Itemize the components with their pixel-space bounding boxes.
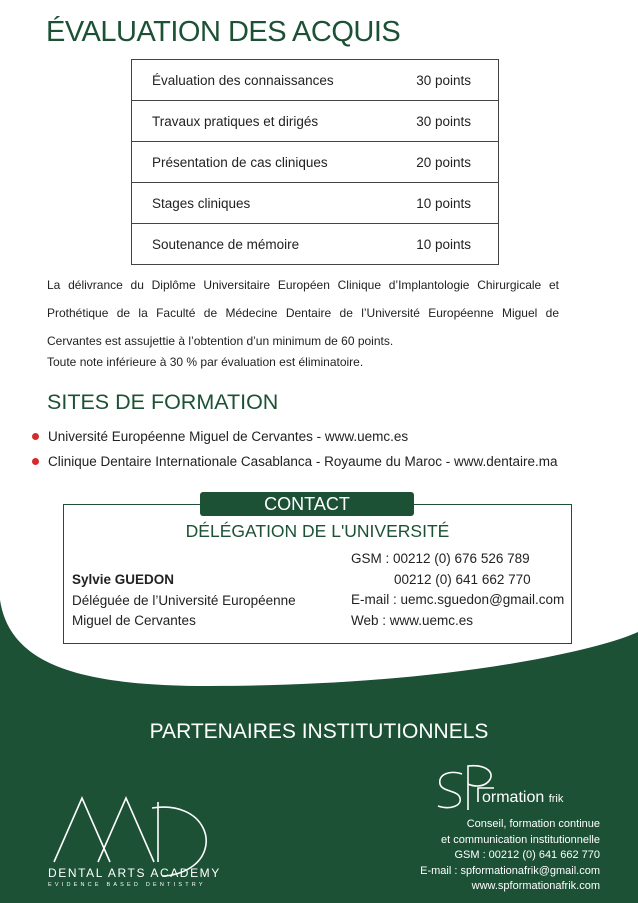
table-row	[132, 183, 499, 224]
spf-line[interactable]: E-mail : spformationafrik@gmail.com	[420, 864, 600, 877]
partners-title: PARTENAIRES INSTITUTIONNELS	[149, 720, 489, 743]
aad-tagline: EVIDENCE BASED DENTISTRY	[48, 882, 206, 888]
criterion-points: 30 points	[392, 101, 499, 142]
sites-list	[32, 424, 558, 474]
spf-line: Conseil, formation continue	[466, 818, 600, 830]
spf-line[interactable]: www.spformationafrik.com	[471, 880, 600, 892]
criterion-points: 10 points	[392, 183, 499, 224]
site-label: Clinique Dentaire Internationale Casablanca - Royaume du Maroc - www.dentaire.ma	[48, 454, 558, 469]
sp-logo-small: frik	[548, 793, 564, 805]
contact-tab: CONTACT	[200, 492, 414, 516]
elimination-note: Toute note inférieure à 30 % par évaluation est éliminatoire.	[47, 355, 364, 369]
criterion-label: Évaluation des connaissances	[132, 60, 392, 101]
email-line[interactable]: E-mail : uemc.sguedon@gmail.com	[351, 592, 565, 607]
sites-title: SITES DE FORMATION	[47, 390, 279, 414]
evaluation-title: ÉVALUATION DES ACQUIS	[46, 16, 401, 48]
spformation-info	[420, 817, 600, 895]
person-role-line2: Miguel de Cervantes	[72, 613, 196, 628]
delegation-heading: DÉLÉGATION DE L'UNIVERSITÉ	[185, 521, 450, 541]
criterion-points: 30 points	[392, 60, 499, 101]
list-item	[32, 449, 558, 474]
contact-details	[351, 549, 564, 631]
aad-name: DENTAL ARTS ACADEMY	[48, 866, 221, 880]
evaluation-table	[131, 59, 499, 265]
criterion-label: Soutenance de mémoire	[132, 224, 392, 265]
spf-line: GSM : 00212 (0) 641 662 770	[454, 849, 600, 861]
table-row	[132, 224, 499, 265]
person-last-name: GUEDON	[114, 572, 175, 587]
criterion-points: 20 points	[392, 142, 499, 183]
gsm-line2: 00212 (0) 641 662 770	[394, 571, 531, 587]
site-label: Université Européenne Miguel de Cervantes - www.uemc.es	[48, 429, 409, 444]
table-row	[132, 101, 499, 142]
bullet-icon	[32, 433, 39, 440]
spf-line: et communication institutionnelle	[441, 833, 600, 846]
list-item	[32, 424, 558, 449]
criterion-label: Présentation de cas cliniques	[132, 142, 392, 183]
bullet-icon	[32, 458, 39, 465]
criterion-label: Travaux pratiques et dirigés	[132, 101, 392, 142]
criterion-points: 10 points	[392, 224, 499, 265]
gsm-line1: GSM : 00212 (0) 676 526 789	[351, 551, 530, 566]
web-line[interactable]: Web : www.uemc.es	[351, 612, 474, 628]
table-row	[132, 142, 499, 183]
person-role-line1: Déléguée de l’Université Européenne	[72, 592, 296, 608]
criterion-label: Stages cliniques	[132, 183, 392, 224]
person-first-name: Sylvie	[72, 572, 112, 587]
requirement-paragraph: La délivrance du Diplôme Universitaire Européen Clinique d’Implantologie Chirurgicale et Prothétique de la Faculté de Médecine Dentaire de l’Université Européenne Miguel de Cervantes est assujettie à l’obtention d’un minimum de 60 points.	[47, 278, 559, 348]
contact-person	[72, 570, 296, 632]
table-row	[132, 60, 499, 101]
sp-logo-wordmark	[482, 789, 563, 807]
sp-logo-main: ormation	[482, 789, 545, 806]
